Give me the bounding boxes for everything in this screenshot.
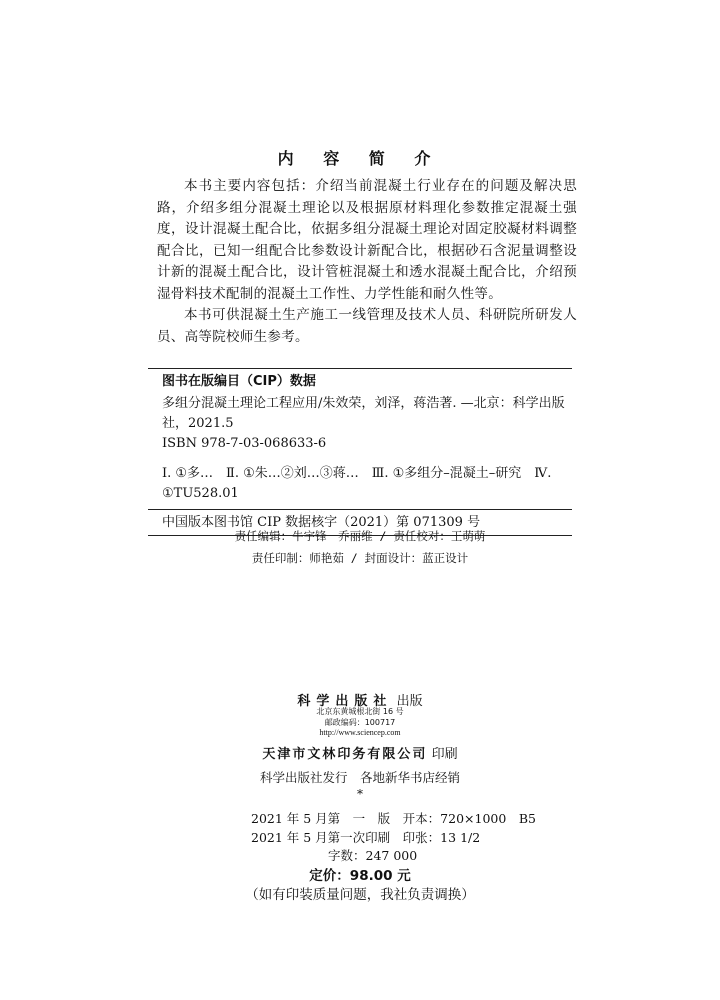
cip-isbn: ISBN 978-7-03-068633-6 (162, 436, 327, 451)
publisher-address: 北京东黄城根北街 16 号 (316, 707, 404, 716)
cip-number: 中国版本图书馆 CIP 数据核字（2021）第 071309 号 (148, 509, 572, 535)
price: 定价：98.00 元 (309, 868, 411, 884)
cip-data-block (148, 368, 572, 536)
publisher-postcode: 邮政编码：100717 (324, 718, 396, 727)
summary-paragraph: 本书可供混凝土生产施工一线管理及技术人员、科研院所研发人员、高等院校师生参考。 (157, 307, 577, 345)
quality-note: （如有印装质量问题，我社负责调换） (245, 887, 475, 903)
cip-description: 多组分混凝土理论工程应用/朱效荣，刘泽，蒋浩著. —北京：科学出版社，2021.5 (162, 396, 565, 431)
summary-title: 内 容 简 介 (277, 149, 443, 168)
summary-paragraph: 本书主要内容包括：介绍当前混凝土行业存在的问题及解决思路，介绍多组分混凝土理论以及根据原材料理化参数推定混凝土强度，设计混凝土配合比，依据多组分混凝土理论对固定胶凝材料调整配合比，已知一组配合比参数设计新配合比，根据砂石含泥量调整设计新的混凝土配合比，设计管桩混凝土和透水混凝土配合比，介绍预湿骨料技术配制的混凝土工作性、力学性能和耐久性等。 (157, 178, 577, 302)
printer-name: 天津市文林印务有限公司 (262, 747, 428, 762)
summary-body (157, 176, 577, 348)
publisher-url: http://www.sciencep.com (319, 728, 401, 737)
cip-heading: 图书在版编目（CIP）数据 (162, 374, 316, 389)
publisher-suffix: 出版 (396, 694, 423, 709)
staff-printing-design: 责任印制：师艳茹 / 封面设计：蓝正设计 (251, 551, 469, 565)
distribution-line: 科学出版社发行 各地新华书店经销 (259, 770, 460, 785)
publisher-name: 科学出版社 (297, 694, 393, 709)
staff-editors: 责任编辑：牛宇锋 乔丽维 / 责任校对：王萌萌 (234, 529, 486, 543)
edition-line: 2021 年 5 月第 一 版 开本：720×1000 B5 (251, 811, 536, 826)
printing-line: 2021 年 5 月第一次印刷 印张：13 1/2 (251, 830, 481, 845)
printer-line (0, 743, 720, 762)
separator-star: * (357, 787, 363, 801)
word-count: 字数：247 000 (328, 848, 418, 863)
printer-suffix: 印刷 (431, 747, 458, 762)
cip-classification: Ⅰ. ①多… Ⅱ. ①朱…②刘…③蒋… Ⅲ. ①多组分–混凝土–研究 Ⅳ. ①TU528.01 (162, 466, 552, 501)
